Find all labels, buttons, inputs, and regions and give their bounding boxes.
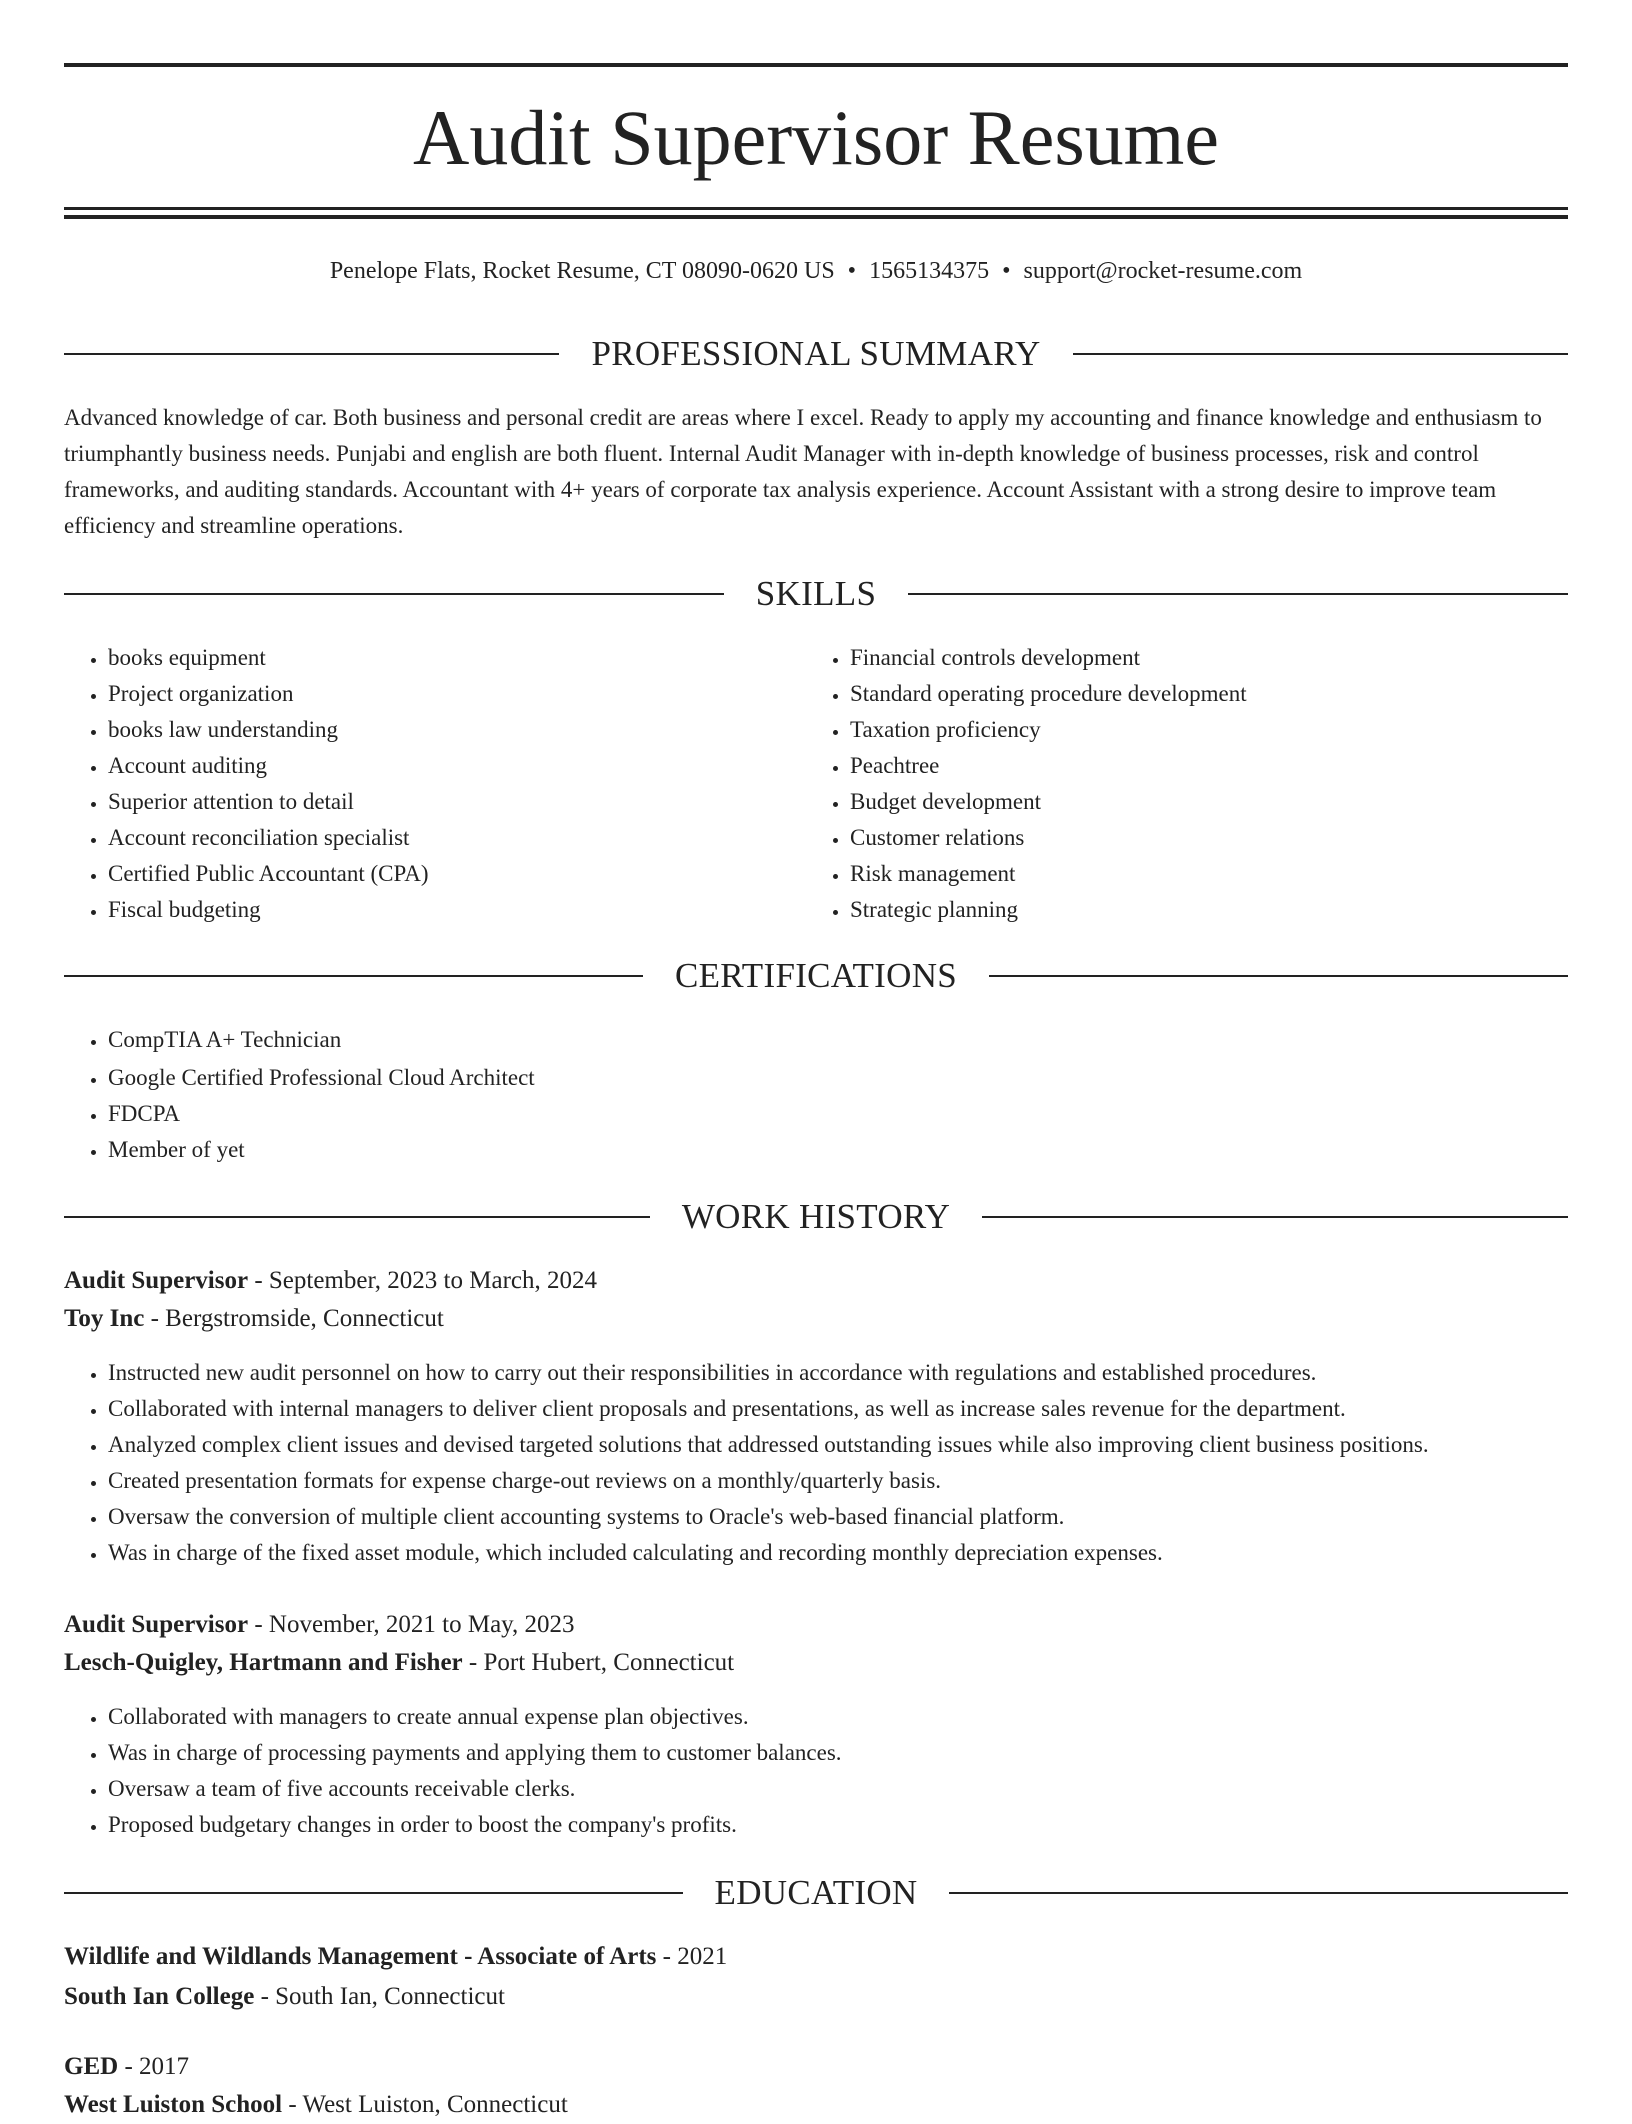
skill-item: • Account auditing	[108, 748, 804, 784]
job-bullet: • Oversaw a team of five accounts receivable clerks.	[108, 1771, 1568, 1807]
skill-item: • Budget development	[850, 784, 1566, 820]
section-title-work: WORK HISTORY	[681, 1197, 951, 1236]
skill-item: • Strategic planning	[850, 892, 1566, 928]
section-divider	[64, 1892, 683, 1894]
section-divider	[64, 593, 724, 595]
double-rule-lower	[64, 215, 1568, 219]
job-company-line	[64, 1301, 1568, 1337]
contact-separator: •	[847, 258, 857, 284]
skill-item: • Peachtree	[850, 748, 1566, 784]
education-year: - 2017	[118, 2053, 190, 2080]
skill-item: • books law understanding	[108, 712, 804, 748]
certification-item: • Member of yet	[108, 1132, 1568, 1168]
resume-title: Audit Supervisor Resume	[413, 94, 1219, 181]
top-rule	[64, 63, 1568, 67]
skill-item: • books equipment	[108, 640, 804, 676]
job-bullet: • Oversaw the conversion of multiple client accounting systems to Oracle's web-based financial platform.	[108, 1499, 1568, 1535]
job-bullet: • Was in charge of processing payments and applying them to customer balances.	[108, 1735, 1568, 1771]
summary-text: Advanced knowledge of car. Both business and personal credit are areas where I excel. Ready to apply my accounting and finance knowledge and enthusiasm to triumphantly business needs. Punjabi and english are both fluent. Internal Audit Manager with in-depth knowledge of business processes, risk and control frameworks, and auditing standards. Accountant with 4+ years of corporate tax analysis experience. Account Assistant with a strong desire to improve team efficiency and streamline operations.	[64, 405, 1542, 538]
contact-email: support@rocket-resume.com	[1023, 258, 1303, 284]
job-dates: - September, 2023 to March, 2024	[248, 1267, 597, 1294]
skill-item: • Certified Public Accountant (CPA)	[108, 856, 804, 892]
job-role: Audit Supervisor	[64, 1267, 249, 1294]
skill-item: • Fiscal budgeting	[108, 892, 804, 928]
skills-column-right	[806, 640, 1566, 928]
education-degree: Wildlife and Wildlands Management - Associate of Arts	[64, 1943, 657, 1970]
section-header-work	[64, 1197, 1568, 1237]
skill-item: • Taxation proficiency	[850, 712, 1566, 748]
section-title-certifications: CERTIFICATIONS	[674, 956, 958, 995]
double-rule-upper	[64, 207, 1568, 210]
contact-line	[64, 254, 1568, 288]
skill-item: • Standard operating procedure development	[850, 676, 1566, 712]
skill-item: • Risk management	[850, 856, 1566, 892]
section-divider	[908, 593, 1568, 595]
contact-address: Penelope Flats, Rocket Resume, CT 08090-0620 US	[329, 258, 835, 284]
skill-item: • Project organization	[108, 676, 804, 712]
job-company: Lesch-Quigley, Hartmann and Fisher	[64, 1649, 463, 1676]
job-bullets	[64, 1355, 1568, 1571]
certification-item: • FDCPA	[108, 1096, 1568, 1132]
certification-item: • Google Certified Professional Cloud Architect	[108, 1060, 1568, 1096]
job-title-line	[64, 1263, 1568, 1299]
job-role: Audit Supervisor	[64, 1611, 249, 1638]
skill-item: • Financial controls development	[850, 640, 1566, 676]
education-degree-line	[64, 1938, 1568, 1976]
section-divider	[989, 975, 1568, 977]
job-bullet: • Analyzed complex client issues and devised targeted solutions that addressed outstanding issues while also improving client business positions.	[108, 1427, 1568, 1463]
job-bullet: • Collaborated with managers to create annual expense plan objectives.	[108, 1699, 1568, 1735]
section-title-summary: PROFESSIONAL SUMMARY	[591, 334, 1041, 373]
section-divider	[64, 1216, 650, 1218]
section-header-certifications	[64, 956, 1568, 996]
job-company: Toy Inc	[64, 1305, 145, 1332]
certifications-list	[64, 1022, 1568, 1168]
job-dates: - November, 2021 to May, 2023	[248, 1611, 575, 1638]
certification-item: • CompTIA A+ Technician	[108, 1022, 1568, 1058]
job-bullets	[64, 1699, 1568, 1843]
skills-column-left	[64, 640, 804, 928]
skill-item: • Superior attention to detail	[108, 784, 804, 820]
education-degree: GED	[64, 2053, 119, 2080]
section-divider	[949, 1892, 1568, 1894]
skill-item: • Account reconciliation specialist	[108, 820, 804, 856]
education-year: - 2021	[656, 1943, 728, 1970]
job-location: - Port Hubert, Connecticut	[462, 1649, 735, 1676]
education-location: - West Luiston, Connecticut	[282, 2091, 568, 2118]
education-location: - South Ian, Connecticut	[254, 1983, 505, 2010]
section-header-summary	[64, 334, 1568, 374]
job-bullet: • Instructed new audit personnel on how to carry out their responsibilities in accordance with regulations and established procedures.	[108, 1355, 1568, 1391]
section-divider	[982, 1216, 1568, 1218]
contact-phone: 1565134375	[869, 258, 990, 284]
section-title-skills: SKILLS	[755, 574, 877, 613]
job-location: - Bergstromside, Connecticut	[144, 1305, 444, 1332]
education-school-line	[64, 2086, 1568, 2124]
education-school-line	[64, 1978, 1568, 2016]
job-bullet: • Was in charge of the fixed asset module, which included calculating and recording monthly depreciation expenses.	[108, 1535, 1568, 1571]
section-divider	[1073, 353, 1568, 355]
section-title-education: EDUCATION	[714, 1873, 918, 1912]
section-divider	[64, 353, 559, 355]
job-title-line	[64, 1607, 1568, 1643]
education-school: West Luiston School	[64, 2091, 283, 2118]
section-header-education	[64, 1873, 1568, 1913]
job-bullet: • Collaborated with internal managers to deliver client proposals and presentations, as well as increase sales revenue for the department.	[108, 1391, 1568, 1427]
education-school: South Ian College	[64, 1983, 255, 2010]
job-company-line	[64, 1645, 1568, 1681]
contact-separator: •	[1002, 258, 1011, 284]
section-divider	[64, 975, 643, 977]
section-header-skills	[64, 574, 1568, 614]
education-degree-line	[64, 2048, 1568, 2086]
skill-item: • Customer relations	[850, 820, 1566, 856]
job-bullet: • Created presentation formats for expense charge-out reviews on a monthly/quarterly basis.	[108, 1463, 1568, 1499]
job-bullet: • Proposed budgetary changes in order to boost the company's profits.	[108, 1807, 1568, 1843]
